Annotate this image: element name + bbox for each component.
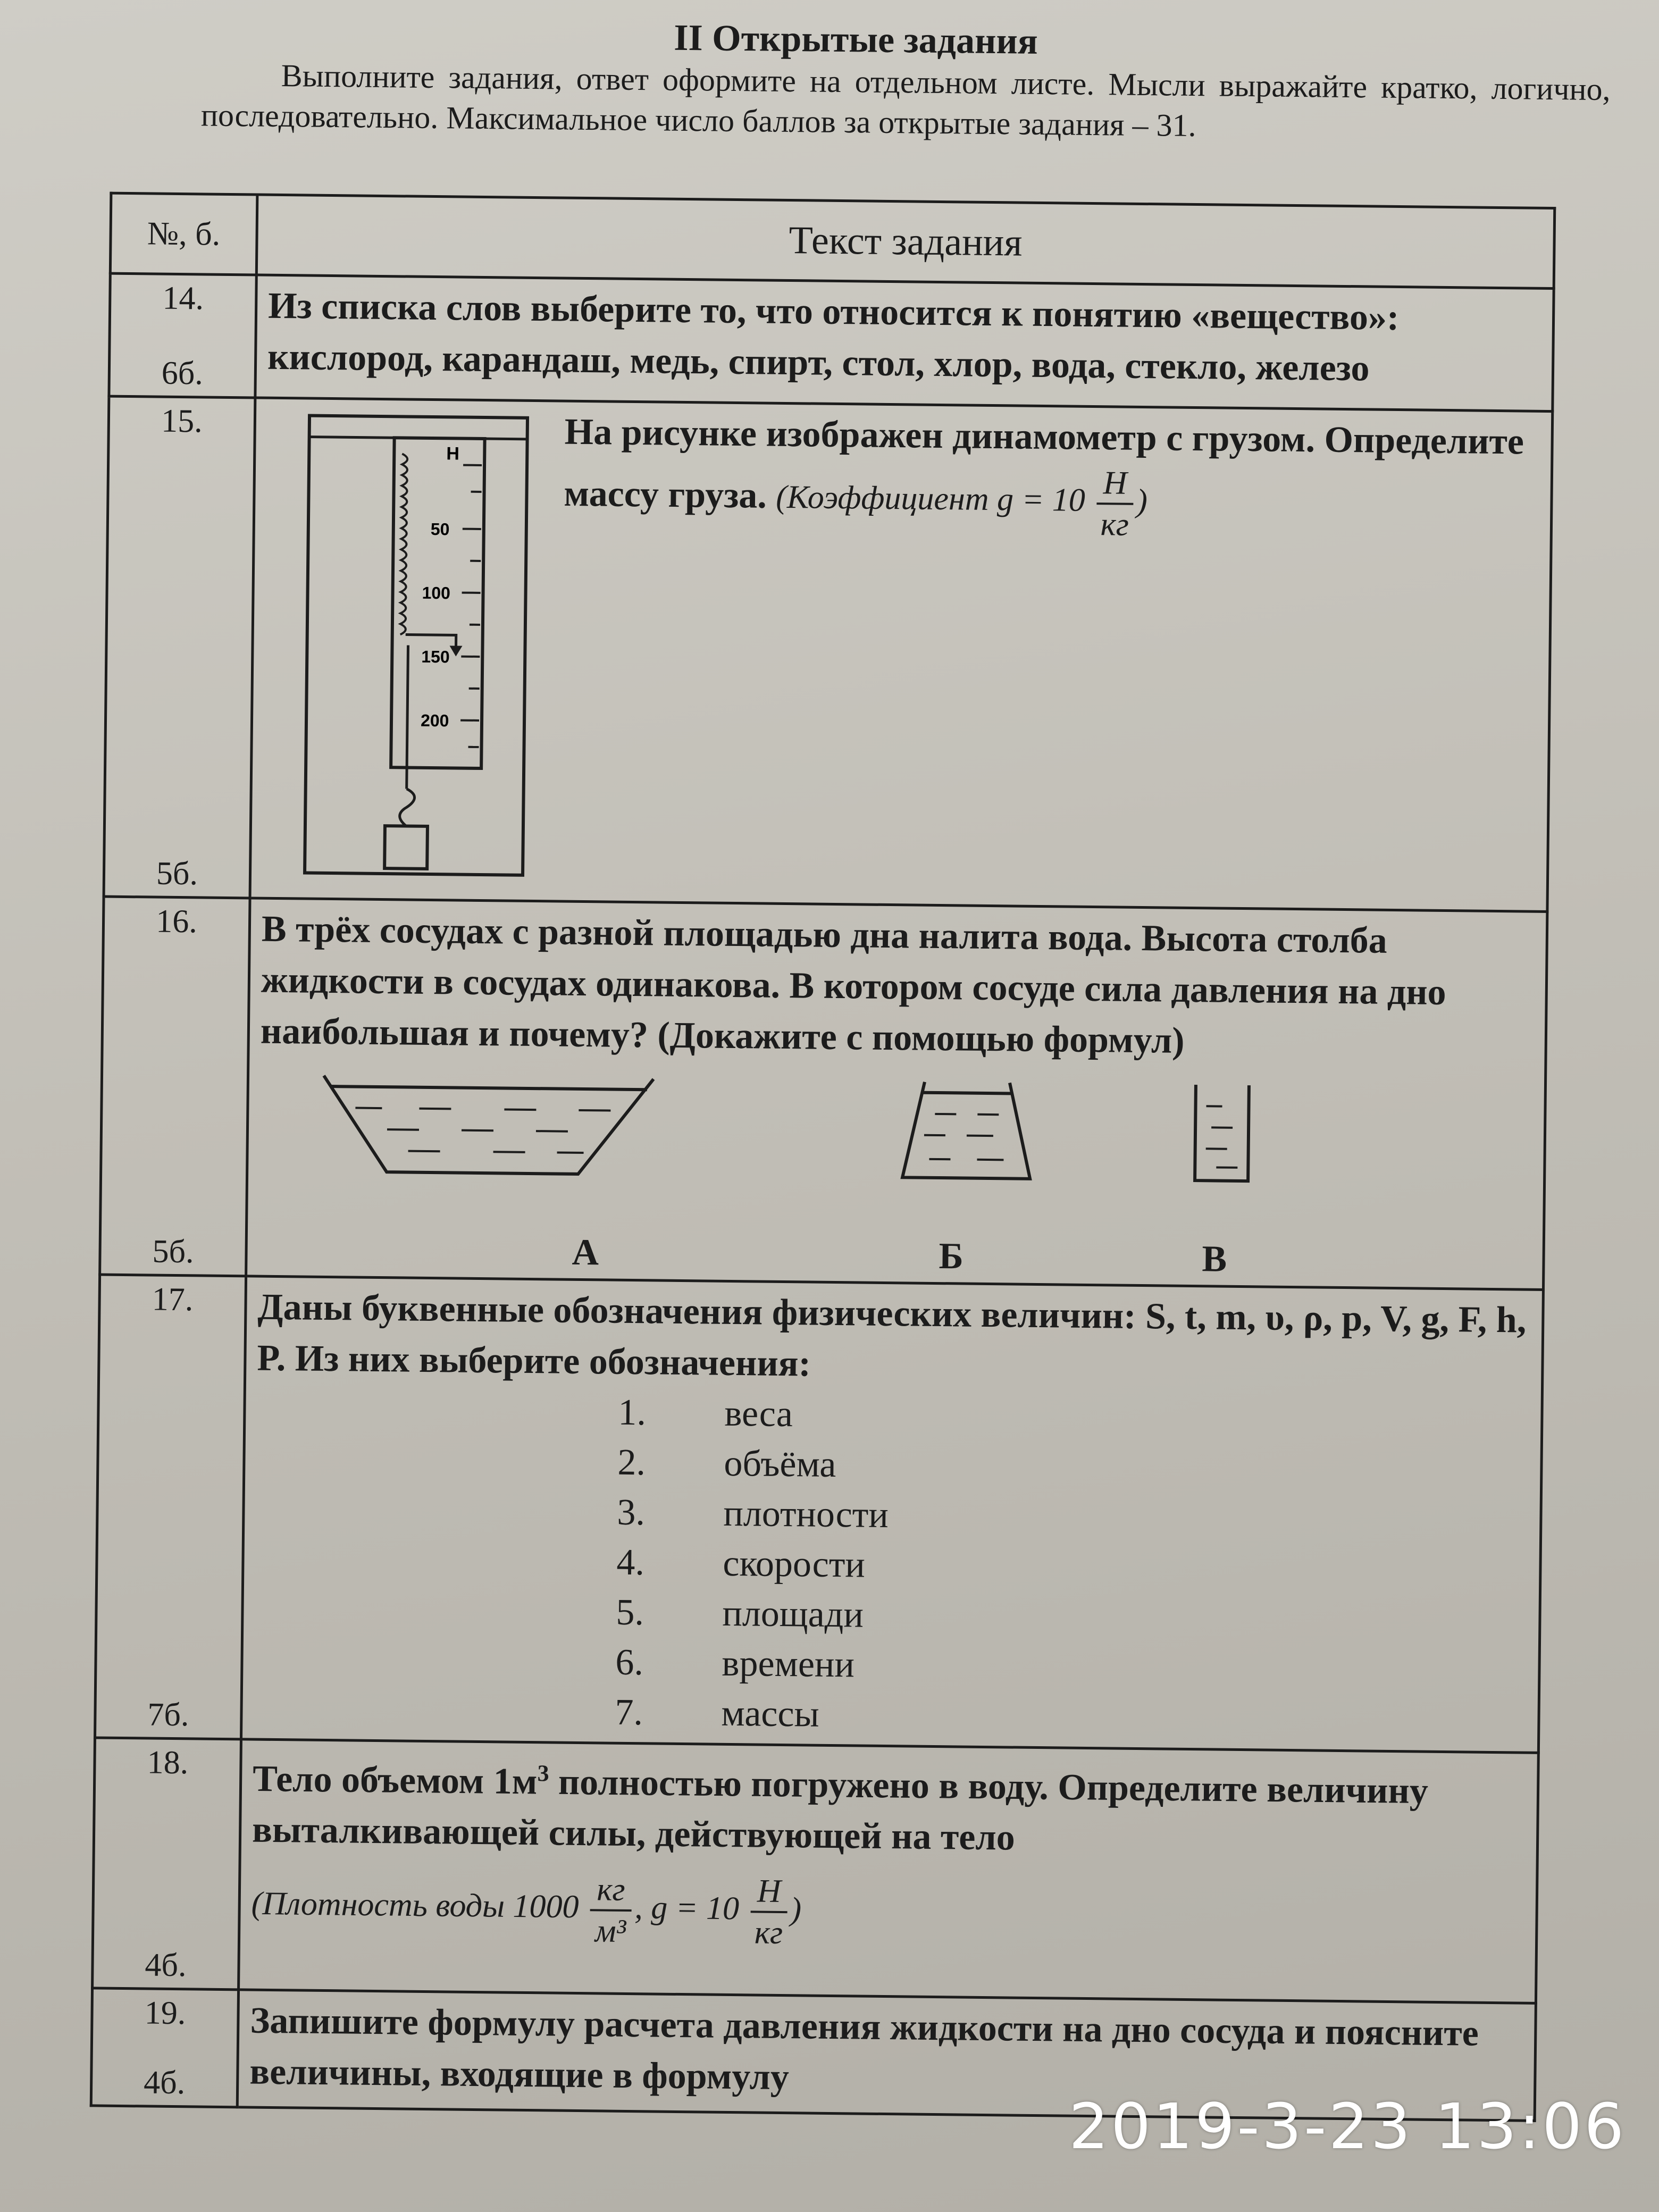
- scale-label: 100: [422, 583, 451, 603]
- task-score: 4б.: [143, 2064, 186, 2101]
- table-header-row: [110, 193, 1554, 288]
- scale-label: 50: [430, 519, 450, 539]
- header-text: Текст задания: [256, 195, 1554, 289]
- dynamometer-figure: [299, 405, 538, 886]
- instructions: Выполните задания, ответ оформите на отдельном листе. Мысли выражайте кратко, логично, последовательно. Максимальное число баллов за открытые задания – 31.: [200, 57, 1611, 143]
- task-row-14: [109, 273, 1554, 411]
- fraction: $\frac{Н}{кг}$: [1096, 463, 1134, 544]
- task-text: Из списка слов выберите то, что относится к понятию «вещество»: кислород, карандаш, медь, спирт, стол, хлор, вода, стекло, железо: [255, 275, 1554, 412]
- task-score: 4б.: [145, 1947, 187, 1984]
- list-item: 3. плотности: [617, 1492, 889, 1536]
- pointer-arrow: [449, 646, 462, 656]
- task-number: 19.: [144, 1995, 186, 2032]
- task-number: 18.: [147, 1744, 189, 1781]
- task-row-17: [95, 1275, 1543, 1753]
- list-item: 7. массы: [615, 1691, 819, 1735]
- gravity-formula: (Коэффициент g = 10 $\frac{Н}{кг}$ ): [776, 479, 1147, 519]
- figure-frame: [305, 416, 527, 875]
- worksheet-page: [57, 11, 1632, 2196]
- density-formula: (Плотность воды 1000 $\frac{кг}{\text{м³}}$ , g = 10 $\frac{Н}{кг}$ ): [251, 1866, 1525, 1960]
- task-text: Тело объемом $1м^3$ полностью погружено в воду. Определите величину выталкивающей силы, действующей на тело: [252, 1758, 1429, 1858]
- vessel-label-c: В: [1202, 1238, 1227, 1280]
- scale-label: 150: [421, 647, 450, 667]
- task-score: 7б.: [147, 1696, 189, 1733]
- task-score: 5б.: [156, 855, 198, 892]
- vessel-b: [902, 1082, 1031, 1179]
- hook-rod: [407, 646, 408, 789]
- spring: [400, 454, 408, 634]
- list-item: 2. объёма: [617, 1442, 836, 1486]
- fraction: $\frac{кг}{\text{м³}}$: [590, 1870, 632, 1951]
- tasks-table: [90, 192, 1556, 2122]
- list-item: 6. времени: [615, 1641, 855, 1686]
- section-title: II Открытые задания: [673, 17, 1038, 62]
- task-text: В трёх сосудах с разной площадью дна налита вода. Высота столба жидкости в сосудах одинакова. В котором сосуде сила давления на дно наибольшая и почему? (Докажите с помощью формул): [260, 908, 1447, 1061]
- photo-timestamp: 2019-3-23 13:06: [1069, 2090, 1627, 2163]
- weight: [384, 826, 428, 869]
- task-row-18: [93, 1738, 1539, 2003]
- scale-label: 200: [420, 710, 449, 731]
- task-number: 16.: [155, 903, 198, 940]
- task-text: Запишите формулу расчета давления жидкости на дно сосуда и поясните величины, входящие в формулу: [237, 1990, 1536, 2121]
- list-item: 5. площади: [616, 1591, 864, 1636]
- vessels-figure: [280, 1059, 1557, 1248]
- list-item: 4. скорости: [616, 1541, 866, 1586]
- hook: [399, 789, 414, 826]
- task-number: 15.: [161, 403, 203, 440]
- vessel-label-b: Б: [939, 1236, 964, 1277]
- task-number: 17.: [152, 1281, 194, 1318]
- pointer: [405, 634, 456, 648]
- task-text: Даны буквенные обозначения физических величин: S, t, m, υ, ρ, p, V, g, F, h, P. Из них выберите обозначения:: [257, 1286, 1527, 1385]
- water-dashes: [355, 1097, 1238, 1168]
- scale-unit: Н: [446, 443, 460, 464]
- task-row-16: [100, 896, 1547, 1289]
- list-item: 1. веса: [618, 1392, 793, 1435]
- scale-ticks: [460, 465, 482, 747]
- task-text: На рисунке изображен динамометр с грузом. Определите массу груза.: [564, 411, 1524, 516]
- task-row-15: [104, 396, 1553, 911]
- vessel-label-a: А: [572, 1231, 599, 1273]
- fraction: $\frac{Н}{кг}$: [750, 1872, 787, 1953]
- task-number: 14.: [162, 280, 204, 317]
- task-score: 5б.: [152, 1233, 194, 1270]
- header-num: №, б.: [110, 193, 257, 275]
- task-score: 6б.: [161, 355, 204, 392]
